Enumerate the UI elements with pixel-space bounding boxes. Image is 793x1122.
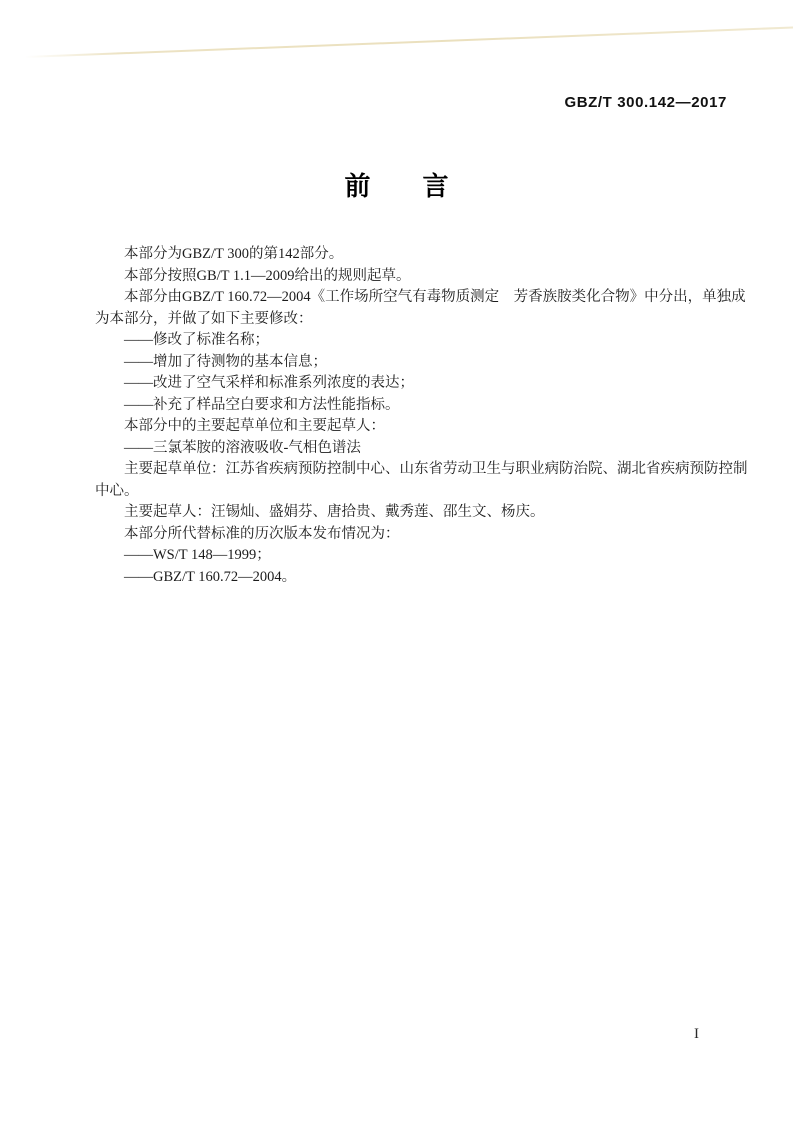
body-line: 本部分所代替标准的历次版本发布情况为： — [124, 525, 400, 542]
standard-code-header: GBZ/T 300.142—2017 — [564, 94, 727, 111]
body-line: 中心。 — [95, 482, 139, 499]
body-line: 主要起草单位：江苏省疾病预防控制中心、山东省劳动卫生与职业病防治院、湖北省疾病预防控制 — [124, 461, 748, 477]
body-line: 本部分按照GB/T 1.1—2009给出的规则起草。 — [124, 267, 411, 284]
body-line: ——WS/T 148—1999； — [124, 547, 271, 563]
body-line: ——修改了标准名称； — [124, 332, 269, 348]
body-line: 主要起草人：汪锡灿、盛娟芬、唐拾贵、戴秀莲、邵生文、杨庆。 — [124, 504, 545, 520]
scan-artifact-line — [25, 26, 793, 58]
page-title: 前 言 — [344, 171, 449, 201]
body-line: 本部分由GBZ/T 160.72—2004《工作场所空气有毒物质测定 芳香族胺类化合物》中分出，单独成 — [124, 289, 746, 305]
foreword-body — [95, 244, 748, 588]
body-line: ——补充了样品空白要求和方法性能指标。 — [124, 396, 400, 413]
body-line: 本部分为GBZ/T 300的第142部分。 — [124, 246, 344, 262]
body-line: 为本部分，并做了如下主要修改： — [95, 310, 313, 327]
body-line: ——改进了空气采样和标准系列浓度的表达； — [124, 375, 414, 391]
body-line: 本部分中的主要起草单位和主要起草人： — [124, 418, 385, 434]
body-line: ——三氯苯胺的溶液吸收-气相色谱法 — [124, 439, 361, 456]
body-line: ——增加了待测物的基本信息； — [124, 353, 327, 370]
body-line: ——GBZ/T 160.72—2004。 — [124, 568, 297, 585]
page-number: I — [694, 1026, 699, 1042]
